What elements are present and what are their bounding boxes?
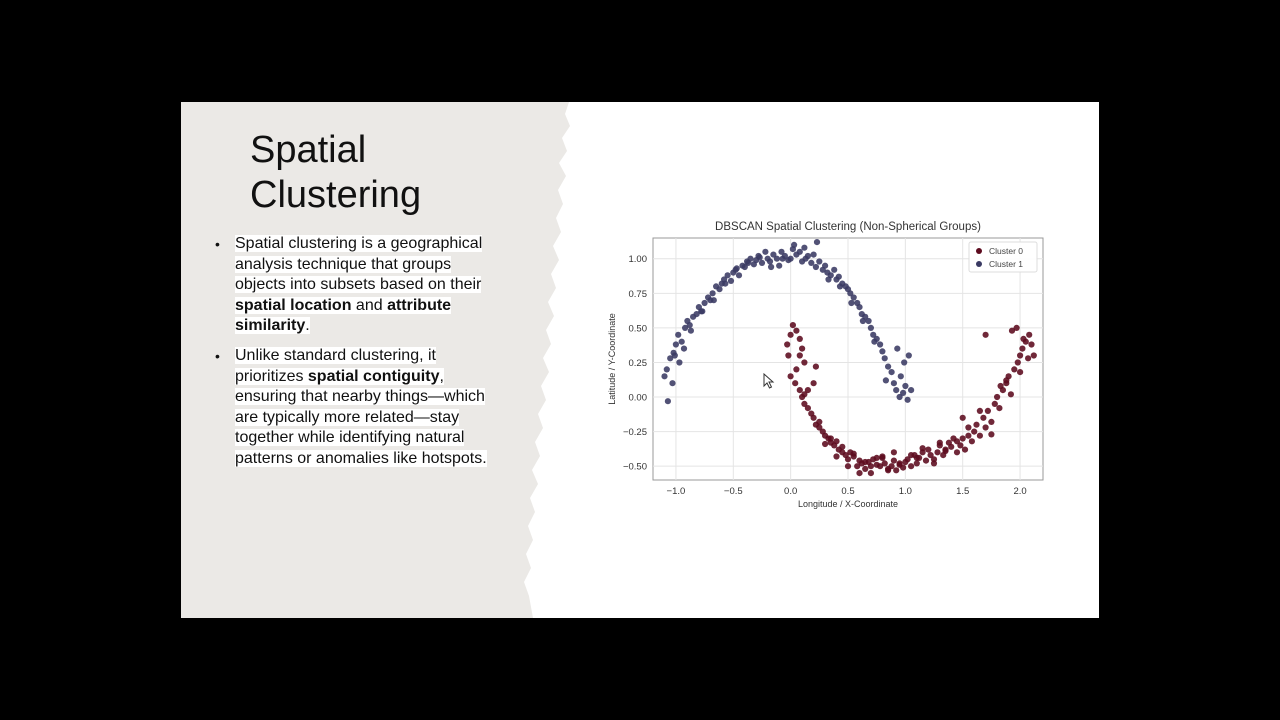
bullet-dot-icon: • bbox=[215, 236, 220, 252]
data-point bbox=[673, 341, 679, 347]
data-point bbox=[681, 346, 687, 352]
data-point bbox=[862, 459, 868, 465]
data-point bbox=[931, 456, 937, 462]
data-point bbox=[797, 249, 803, 255]
data-point bbox=[801, 245, 807, 251]
data-point bbox=[710, 290, 716, 296]
legend-label: Cluster 1 bbox=[989, 259, 1024, 269]
data-point bbox=[676, 359, 682, 365]
data-point bbox=[745, 260, 751, 266]
data-point bbox=[893, 387, 899, 393]
data-point bbox=[885, 467, 891, 473]
bullet-list bbox=[215, 234, 505, 479]
data-point bbox=[797, 352, 803, 358]
data-point bbox=[790, 322, 796, 328]
data-point bbox=[973, 422, 979, 428]
data-point bbox=[988, 431, 994, 437]
data-point bbox=[893, 467, 899, 473]
data-point bbox=[914, 460, 920, 466]
data-point bbox=[793, 328, 799, 334]
data-point bbox=[784, 341, 790, 347]
legend-marker bbox=[976, 261, 982, 267]
data-point bbox=[862, 466, 868, 472]
data-point bbox=[759, 260, 765, 266]
data-point bbox=[831, 267, 837, 273]
data-point bbox=[868, 325, 874, 331]
x-tick-label: −0.5 bbox=[723, 486, 743, 497]
data-point bbox=[788, 332, 794, 338]
data-point bbox=[845, 463, 851, 469]
data-point bbox=[971, 429, 977, 435]
data-point bbox=[803, 256, 809, 262]
data-point bbox=[736, 272, 742, 278]
data-point bbox=[860, 318, 866, 324]
data-point bbox=[851, 451, 857, 457]
data-point bbox=[1003, 377, 1009, 383]
data-point bbox=[1017, 369, 1023, 375]
bullet-segment: Unlike standard clustering, it prioritizes bbox=[235, 346, 436, 385]
data-point bbox=[954, 438, 960, 444]
data-point bbox=[661, 373, 667, 379]
x-axis-label: Longitude / X-Coordinate bbox=[797, 499, 899, 509]
data-point bbox=[1008, 391, 1014, 397]
data-point bbox=[891, 380, 897, 386]
bullet-emphasis: attribute similarity bbox=[235, 296, 452, 335]
y-tick-label: 0.25 bbox=[628, 357, 647, 369]
data-point bbox=[776, 263, 782, 269]
data-point bbox=[822, 263, 828, 269]
data-point bbox=[672, 352, 678, 358]
data-point bbox=[757, 254, 763, 260]
data-point bbox=[805, 387, 811, 393]
data-point bbox=[1025, 355, 1031, 361]
data-point bbox=[954, 449, 960, 455]
data-point bbox=[923, 458, 929, 464]
scatter-chart bbox=[601, 214, 1053, 514]
data-point bbox=[925, 447, 931, 453]
data-point bbox=[962, 447, 968, 453]
data-point bbox=[669, 380, 675, 386]
x-tick-label: 0.0 bbox=[784, 486, 798, 497]
data-point bbox=[1026, 332, 1032, 338]
bullet-dot-icon: • bbox=[215, 347, 220, 364]
data-point bbox=[822, 441, 828, 447]
data-point bbox=[805, 405, 811, 411]
data-point bbox=[725, 272, 731, 278]
data-point bbox=[788, 256, 794, 262]
data-point bbox=[811, 252, 817, 258]
data-point bbox=[914, 455, 920, 461]
data-point bbox=[977, 433, 983, 439]
data-point bbox=[856, 470, 862, 476]
data-point bbox=[889, 369, 895, 375]
data-point bbox=[1009, 328, 1015, 334]
data-point bbox=[767, 258, 773, 264]
title-line: Spatial bbox=[250, 129, 367, 171]
bullet-emphasis: spatial contiguity bbox=[307, 367, 440, 385]
data-point bbox=[687, 322, 693, 328]
data-point bbox=[664, 366, 670, 372]
bullet-item bbox=[215, 346, 505, 470]
legend-marker bbox=[976, 248, 982, 254]
data-point bbox=[908, 463, 914, 469]
data-point bbox=[998, 383, 1004, 389]
data-point bbox=[785, 352, 791, 358]
data-point bbox=[791, 242, 797, 248]
data-point bbox=[879, 348, 885, 354]
x-tick-label: 0.5 bbox=[841, 486, 855, 497]
slide-title bbox=[250, 128, 421, 218]
data-point bbox=[874, 455, 880, 461]
data-point bbox=[793, 366, 799, 372]
data-point bbox=[814, 239, 820, 245]
data-point bbox=[836, 274, 842, 280]
bullet-text bbox=[235, 235, 482, 334]
data-point bbox=[960, 415, 966, 421]
x-tick-label: 1.0 bbox=[898, 486, 912, 497]
data-point bbox=[965, 433, 971, 439]
bullet-emphasis: spatial location bbox=[235, 296, 352, 314]
bullet-segment: and bbox=[351, 296, 388, 314]
bullet-segment: Spatial clustering is a geographical analysis technique that groups objects into subsets based on their bbox=[235, 235, 483, 294]
x-tick-label: 1.5 bbox=[956, 486, 970, 497]
data-point bbox=[882, 460, 888, 466]
data-point bbox=[1028, 341, 1034, 347]
data-point bbox=[882, 355, 888, 361]
data-point bbox=[996, 405, 1002, 411]
data-point bbox=[1017, 352, 1023, 358]
data-point bbox=[848, 300, 854, 306]
data-point bbox=[977, 408, 983, 414]
mouse-cursor-icon bbox=[763, 373, 775, 389]
y-tick-label: 0.75 bbox=[628, 288, 647, 300]
data-point bbox=[816, 258, 822, 264]
data-point bbox=[797, 387, 803, 393]
data-point bbox=[985, 408, 991, 414]
y-tick-label: 0.50 bbox=[628, 323, 647, 335]
data-point bbox=[965, 424, 971, 430]
data-point bbox=[868, 470, 874, 476]
data-point bbox=[877, 341, 883, 347]
data-point bbox=[980, 415, 986, 421]
data-point bbox=[988, 419, 994, 425]
data-point bbox=[811, 380, 817, 386]
data-point bbox=[801, 359, 807, 365]
data-point bbox=[1020, 336, 1026, 342]
data-point bbox=[780, 256, 786, 262]
data-point bbox=[905, 397, 911, 403]
data-point bbox=[813, 264, 819, 270]
y-tick-label: 1.00 bbox=[628, 254, 647, 266]
data-point bbox=[868, 463, 874, 469]
legend bbox=[969, 242, 1037, 272]
data-point bbox=[1019, 346, 1025, 352]
data-point bbox=[837, 283, 843, 289]
data-point bbox=[856, 304, 862, 310]
data-point bbox=[871, 339, 877, 345]
data-point bbox=[833, 453, 839, 459]
data-point bbox=[774, 256, 780, 262]
title-line: Clustering bbox=[250, 174, 422, 216]
data-point bbox=[902, 383, 908, 389]
data-point bbox=[885, 364, 891, 370]
data-point bbox=[702, 300, 708, 306]
data-point bbox=[894, 346, 900, 352]
data-point bbox=[808, 260, 814, 266]
chart-title: DBSCAN Spatial Clustering (Non-Spherical Groups) bbox=[715, 221, 981, 233]
data-point bbox=[728, 278, 734, 284]
data-point bbox=[845, 456, 851, 462]
data-point bbox=[679, 339, 685, 345]
bullet-item bbox=[215, 234, 505, 337]
data-point bbox=[851, 294, 857, 300]
x-tick-label: 2.0 bbox=[1013, 486, 1027, 497]
data-point bbox=[906, 352, 912, 358]
slide bbox=[181, 102, 1099, 618]
data-point bbox=[675, 332, 681, 338]
data-point bbox=[901, 359, 907, 365]
data-point bbox=[992, 401, 998, 407]
data-point bbox=[942, 448, 948, 454]
legend-label: Cluster 0 bbox=[989, 246, 1024, 256]
data-point bbox=[1011, 366, 1017, 372]
data-point bbox=[799, 346, 805, 352]
data-point bbox=[768, 264, 774, 270]
data-point bbox=[937, 440, 943, 446]
data-point bbox=[688, 328, 694, 334]
data-point bbox=[994, 394, 1000, 400]
y-tick-label: 0.00 bbox=[628, 392, 647, 404]
data-point bbox=[1031, 352, 1037, 358]
data-point bbox=[813, 364, 819, 370]
data-point bbox=[879, 453, 885, 459]
data-point bbox=[734, 265, 740, 271]
x-tick-label: −1.0 bbox=[666, 486, 686, 497]
data-point bbox=[1015, 359, 1021, 365]
data-point bbox=[969, 438, 975, 444]
data-point bbox=[797, 336, 803, 342]
data-point bbox=[788, 373, 794, 379]
y-axis-label: Latitude / Y-Coordinate bbox=[607, 313, 617, 405]
data-point bbox=[897, 460, 903, 466]
data-point bbox=[908, 452, 914, 458]
data-point bbox=[665, 398, 671, 404]
data-point bbox=[898, 373, 904, 379]
data-point bbox=[866, 318, 872, 324]
data-point bbox=[839, 444, 845, 450]
data-point bbox=[825, 276, 831, 282]
data-point bbox=[811, 415, 817, 421]
y-tick-label: −0.50 bbox=[622, 461, 647, 473]
bullet-segment: , ensuring that nearby things—which are typically more related—stay together while identifying natural patterns or anomalies like hotspots. bbox=[235, 367, 487, 467]
data-point bbox=[960, 435, 966, 441]
y-tick-label: −0.25 bbox=[622, 427, 647, 439]
data-point bbox=[833, 438, 839, 444]
data-point bbox=[908, 387, 914, 393]
data-point bbox=[920, 445, 926, 451]
data-point bbox=[900, 390, 906, 396]
data-point bbox=[816, 419, 822, 425]
data-point bbox=[716, 286, 722, 292]
data-point bbox=[891, 449, 897, 455]
data-point bbox=[983, 424, 989, 430]
data-point bbox=[883, 377, 889, 383]
bullet-segment: . bbox=[305, 317, 310, 335]
data-point bbox=[762, 249, 768, 255]
scatter-chart-svg bbox=[601, 214, 1053, 514]
data-point bbox=[722, 281, 728, 287]
data-point bbox=[948, 444, 954, 450]
data-point bbox=[934, 449, 940, 455]
data-point bbox=[828, 435, 834, 441]
data-point bbox=[711, 297, 717, 303]
data-point bbox=[983, 332, 989, 338]
data-point bbox=[699, 308, 705, 314]
data-point bbox=[792, 380, 798, 386]
data-point bbox=[891, 458, 897, 464]
bullet-text bbox=[235, 347, 487, 467]
